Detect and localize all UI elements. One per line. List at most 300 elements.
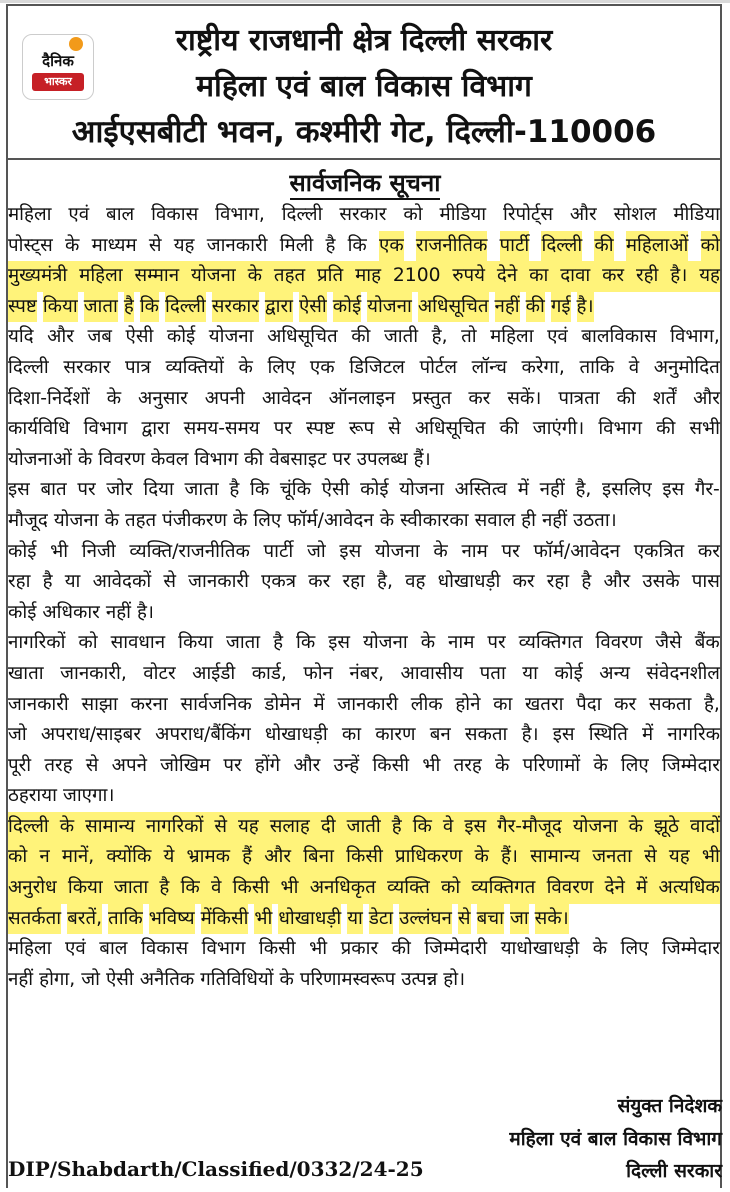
body-word: को <box>403 204 423 225</box>
body-word: है <box>581 571 592 593</box>
body-word: के <box>433 540 448 562</box>
body-word: कोई <box>166 326 196 348</box>
body-word: विवरण <box>595 632 643 654</box>
highlighted-word: के <box>248 261 262 292</box>
body-word: है <box>325 234 336 256</box>
highlighted-word: जनता <box>592 842 632 873</box>
highlighted-word: बिना <box>303 842 334 873</box>
body-word: पंजीकरण <box>162 509 227 531</box>
body-word: अनैतिक <box>139 968 195 990</box>
body-line <box>8 200 720 231</box>
highlighted-word: वादों <box>690 812 720 843</box>
highlighted-word: सामान्य <box>530 842 580 873</box>
body-word: सरकार <box>63 356 111 378</box>
body-word: उठता। <box>573 509 617 531</box>
body-word: अपराध/साइबर <box>40 724 142 746</box>
body-word: पर <box>501 540 520 562</box>
top-border <box>0 0 730 3</box>
body-word: है, <box>377 571 393 593</box>
highlighted-word: है। <box>577 292 594 323</box>
highlighted-word: न <box>39 842 49 873</box>
highlighted-word: वे <box>443 812 453 843</box>
body-word: एवं <box>68 204 90 225</box>
highlighted-word: कर <box>602 261 624 292</box>
body-word: की <box>656 418 676 440</box>
body-word: के <box>420 632 436 654</box>
highlighted-word: रुपये <box>452 261 485 292</box>
body-word: बाल <box>106 204 135 225</box>
body-word: महिला <box>8 938 52 960</box>
highlighted-word: अनुरोध <box>8 873 57 904</box>
body-word: नाम <box>448 632 475 654</box>
body-word: योजना <box>399 479 444 501</box>
body-word: विभाग <box>598 418 643 440</box>
body-line <box>8 965 720 996</box>
highlighted-word: द्वारा <box>265 292 293 323</box>
body-word: लॉन्च <box>471 356 507 378</box>
body-line <box>8 873 720 904</box>
body-word: पार्टी <box>263 540 294 562</box>
body-word: कि <box>347 234 367 256</box>
body-line <box>8 690 720 721</box>
body-word: सकता <box>464 724 508 746</box>
body-word: निजी <box>81 540 116 562</box>
body-word: दिल्ली <box>281 204 323 225</box>
highlighted-word: सामान्य <box>85 812 135 843</box>
highlighted-word: के <box>629 812 643 843</box>
body-word: हो। <box>443 968 466 990</box>
body-word: प्रस्तुत <box>412 387 452 409</box>
body-line <box>8 934 720 965</box>
body-word: धोखाधड़ी <box>264 724 328 746</box>
highlighted-word: जाता <box>114 873 148 904</box>
body-word: हैं। <box>413 448 431 470</box>
body-word: जानकारी <box>206 234 268 256</box>
body-word: उपलब्ध <box>356 448 408 470</box>
body-line <box>8 445 720 476</box>
reference-number: DIP/Shabdarth/Classified/0332/24-25 <box>8 1157 424 1181</box>
highlighted-word: गैर-मौजूद <box>497 812 562 843</box>
body-word: दिया <box>143 479 174 501</box>
body-word: संवेदनशील <box>646 662 720 684</box>
body-word: के <box>593 754 608 776</box>
highlighted-word: से <box>458 904 471 935</box>
highlighted-word: अत्यधिक <box>659 873 720 904</box>
body-word: योजनाओं <box>8 448 72 470</box>
body-word: व्यक्ति/राजनीतिक <box>129 540 250 562</box>
highlighted-word: अनधिकृत <box>310 873 376 904</box>
body-word: कर <box>614 693 637 715</box>
body-word: जानकारी <box>188 571 249 593</box>
body-word: होगा, <box>39 968 76 990</box>
highlighted-word: देने <box>497 261 517 292</box>
body-word: जाता <box>225 632 261 654</box>
body-word: धोखाधड़ी <box>437 571 501 593</box>
body-word: रहा <box>546 571 570 593</box>
body-word: कोई <box>360 479 389 501</box>
highlighted-word: हैं <box>242 842 252 873</box>
body-word: योजना <box>208 326 254 348</box>
body-word: अस्तित्व <box>454 479 508 501</box>
body-word: विकास <box>141 938 189 960</box>
body-word: पर <box>332 448 351 470</box>
highlighted-word: महिला <box>79 261 122 292</box>
highlighted-word: भी <box>702 842 720 873</box>
highlighted-word: जाता <box>84 292 118 323</box>
highlighted-word: इस <box>464 812 486 843</box>
body-word: किया <box>178 632 213 654</box>
highlighted-word: दिल्ली <box>541 231 582 262</box>
body-word: इस <box>328 632 351 654</box>
body-word: के <box>65 234 80 256</box>
highlighted-word: किया <box>43 292 78 323</box>
body-word: उत्पन्न <box>401 968 438 990</box>
header-line-3: आईएसबीटी भवन, कश्मीरी गेट, दिल्ली-110006 <box>71 114 657 150</box>
logo-line-1: दैनिक <box>42 52 74 70</box>
body-word: नाम <box>461 540 488 562</box>
highlighted-word: उल्लंघन <box>399 904 452 935</box>
body-word: कार्ड, <box>251 662 287 684</box>
body-word: बालविकास <box>581 326 657 348</box>
body-word: नागरिक <box>667 724 720 746</box>
body-word: साझा <box>81 693 118 715</box>
body-word: इस <box>339 540 362 562</box>
highlighted-word: को <box>701 231 720 262</box>
body-word: की <box>391 938 411 960</box>
highlighted-word: से <box>644 842 657 873</box>
body-word: एक <box>309 356 335 378</box>
highlighted-word: हैं। <box>501 842 518 873</box>
body-word: पता <box>479 662 506 684</box>
body-line <box>8 292 720 323</box>
body-word: जिम्मेदार <box>662 938 720 960</box>
header-line-1: राष्ट्रीय राजधानी क्षेत्र दिल्ली सरकार <box>175 23 553 58</box>
body-word: कार्यविधि <box>8 418 70 440</box>
body-word: पात्र <box>125 356 151 378</box>
body-line <box>8 322 720 353</box>
body-word: सवाल <box>474 509 516 531</box>
body-word: इस <box>552 724 575 746</box>
body-word: ऐसी <box>105 968 134 990</box>
body-word: जो <box>81 968 100 990</box>
body-word: जाएगा। <box>62 785 115 807</box>
highlighted-word: कि <box>413 812 432 843</box>
body-word: जब <box>87 326 112 348</box>
body-word: मिली <box>279 234 314 256</box>
body-word: अधिसूचित <box>414 418 486 440</box>
body-word: के <box>279 968 294 990</box>
body-word: के <box>77 448 93 470</box>
body-word: नागरिकों <box>8 632 66 654</box>
highlighted-word: के <box>474 842 488 873</box>
body-word: विभाग <box>194 448 239 470</box>
body-word: यह <box>173 234 195 256</box>
highlighted-word: यह <box>238 812 259 843</box>
body-word: पोर्टल <box>419 356 457 378</box>
notice-body <box>8 200 720 995</box>
highlighted-word: माह <box>355 261 381 292</box>
body-word: के <box>104 509 119 531</box>
highlighted-word: योजना <box>573 812 618 843</box>
highlighted-word: है <box>124 292 134 323</box>
highlighted-word: महिलाओं <box>626 231 689 262</box>
highlighted-word: है। <box>670 261 687 292</box>
body-word: से <box>388 418 401 440</box>
highlighted-word: योजना <box>191 261 236 292</box>
highlighted-word: ऐसी <box>299 292 327 323</box>
highlighted-word: किसी <box>233 873 270 904</box>
body-line <box>8 231 720 262</box>
body-word: पर <box>223 754 242 776</box>
body-word: विभाग, <box>670 326 720 348</box>
body-word: दिशा-निर्देशों <box>8 387 90 409</box>
body-word: ताकि <box>579 356 615 378</box>
body-word: विभाग <box>83 418 128 440</box>
highlighted-word: नागरिकों <box>146 812 203 843</box>
highlighted-word: प्रति <box>317 261 343 292</box>
highlighted-word: की <box>526 292 545 323</box>
highlighted-word: कि <box>140 292 159 323</box>
highlighted-word: दिल्ली <box>8 812 49 843</box>
body-word: खतरा <box>525 693 564 715</box>
body-line <box>8 842 720 873</box>
body-word: तरह <box>44 754 73 776</box>
body-word: से <box>163 571 176 593</box>
body-word: सकता <box>648 693 692 715</box>
body-word: योजना <box>53 509 99 531</box>
highlighted-word: दी <box>321 812 336 843</box>
body-word: वोटर <box>143 662 176 684</box>
body-word: समय-समय <box>183 418 260 440</box>
highlighted-word: वे <box>211 873 221 904</box>
highlighted-word: को <box>8 842 27 873</box>
body-word: पोस्ट्स <box>8 234 53 256</box>
body-word: रिपोर्ट्स <box>502 204 553 225</box>
body-word: अपने <box>111 754 147 776</box>
body-word: पास <box>691 571 720 593</box>
highlighted-word: विवरण <box>547 873 594 904</box>
highlighted-word: स्पष्ट <box>8 292 37 323</box>
body-word: जोर <box>106 479 133 501</box>
highlighted-word: कि <box>181 873 200 904</box>
body-word: ऐसी <box>125 326 154 348</box>
body-word: अधिसूचित <box>267 326 338 348</box>
body-word: है। <box>136 601 154 623</box>
body-line <box>8 812 720 843</box>
body-word: विभाग, <box>215 204 265 225</box>
body-word: फोन <box>303 662 333 684</box>
body-word: जाएंगी। <box>532 418 585 440</box>
body-word: का <box>341 724 362 746</box>
body-word: अपराध/बैंकिंग <box>155 724 251 746</box>
highlighted-word: बचा <box>477 904 504 935</box>
highlighted-word: सम्मान <box>135 261 180 292</box>
highlighted-word: किसी <box>346 842 383 873</box>
highlighted-word: डेटा <box>369 904 393 935</box>
body-word: है, <box>431 326 448 348</box>
body-word: अन्य <box>599 662 630 684</box>
body-word: जानकारी, <box>60 662 127 684</box>
highlighted-word: भी <box>281 873 299 904</box>
body-word: नंबर, <box>349 662 385 684</box>
highlighted-word: रही <box>636 261 658 292</box>
body-line <box>8 353 720 384</box>
highlighted-word: दिल्ली <box>165 292 206 323</box>
highlighted-word: दावा <box>560 261 590 292</box>
body-word: द्वारा <box>141 418 170 440</box>
body-word: या <box>522 662 538 684</box>
body-line <box>8 537 720 568</box>
body-line <box>8 414 720 445</box>
highlighted-word: पार्टी <box>500 231 530 262</box>
body-word: विकास <box>151 204 199 225</box>
highlighted-word: भी <box>254 904 272 935</box>
highlighted-word: गई <box>551 292 571 323</box>
body-word: और <box>569 204 597 225</box>
body-word: स्पष्ट <box>306 418 335 440</box>
body-word: की <box>244 448 264 470</box>
body-word: व्यक्तियों <box>165 356 224 378</box>
body-word: दिल्ली <box>8 356 49 378</box>
body-word: मौजूद <box>8 509 48 531</box>
body-word: है, <box>575 479 592 501</box>
body-word: और <box>603 571 631 593</box>
body-word: डिजिटल <box>349 356 405 378</box>
highlighted-word: देने <box>605 873 625 904</box>
body-word: बाल <box>99 938 128 960</box>
body-word: सरकार <box>339 204 387 225</box>
body-word: है, <box>704 693 720 715</box>
body-word: नहीं <box>541 509 568 531</box>
body-word: योजना <box>374 540 420 562</box>
highlighted-word: यह <box>699 261 720 292</box>
body-word: कर <box>468 387 491 409</box>
body-word: जिम्मेदार <box>662 754 720 776</box>
body-word: खाता <box>8 662 44 684</box>
body-word: की <box>499 418 519 440</box>
body-word: एकत्र <box>261 571 297 593</box>
body-word: सावधान <box>110 632 166 654</box>
body-word: वह <box>405 571 426 593</box>
highlighted-word: है <box>392 812 402 843</box>
highlighted-word: व्यक्ति <box>387 873 430 904</box>
body-word: इसलिए <box>602 479 652 501</box>
body-word: गतिविधियों <box>200 968 274 990</box>
highlighted-word: तहत <box>274 261 305 292</box>
body-word: इस <box>8 479 30 501</box>
highlighted-word: की <box>594 231 613 262</box>
body-word: में <box>313 693 325 715</box>
body-word: शर्तें <box>652 387 677 409</box>
highlighted-word: यह <box>669 842 690 873</box>
notice-title: सार्वजनिक सूचना <box>0 166 730 199</box>
highlighted-word: मुख्यमंत्री <box>8 261 67 292</box>
body-word: गैर- <box>694 479 720 501</box>
body-word: स्थिति <box>588 724 628 746</box>
highlighted-word: बरतें, <box>67 904 102 935</box>
body-word: लिए <box>620 938 649 960</box>
body-word: जानकारी <box>8 693 69 715</box>
body-word: है <box>273 632 284 654</box>
highlighted-word: या <box>347 904 363 935</box>
body-word: अपनी <box>204 387 245 409</box>
body-word: किसी <box>372 754 410 776</box>
highlighted-word: और <box>264 842 291 873</box>
body-word: होंगे <box>254 754 281 776</box>
body-word: जिम्मेदारी <box>424 938 488 960</box>
body-word: कर <box>308 571 331 593</box>
body-word: आवेदकों <box>92 571 152 593</box>
body-word: आवासीय <box>400 662 464 684</box>
highlighted-word: प्राधिकरण <box>395 842 462 873</box>
body-word: पात्रता <box>558 387 600 409</box>
body-word: अनुमोदित <box>653 356 720 378</box>
highlighted-word: धोखाधड़ी <box>278 904 341 935</box>
body-word: आईडी <box>192 662 236 684</box>
body-word: वे <box>628 356 640 378</box>
highlighted-word: राजनीतिक <box>416 231 487 262</box>
body-word: करेगा, <box>521 356 565 378</box>
body-word: विवरण <box>98 448 145 470</box>
body-word: जैसे <box>655 632 682 654</box>
body-word: फॉर्म/आवेदन <box>287 509 374 531</box>
body-line <box>8 751 720 782</box>
body-word: तहत <box>124 509 157 531</box>
highlighted-word: योजना <box>367 292 412 323</box>
body-word: चूंकि <box>279 479 311 501</box>
highlighted-word: से <box>214 812 227 843</box>
body-word: से <box>148 234 162 256</box>
body-word: भी <box>50 540 69 562</box>
highlighted-word: जा <box>510 904 529 935</box>
body-word: योजना <box>362 632 408 654</box>
highlighted-word: जाती <box>347 812 381 843</box>
body-word: माध्यम <box>91 234 137 256</box>
body-word: में <box>642 724 654 746</box>
body-word: महिला <box>490 326 534 348</box>
body-word: होने <box>455 693 481 715</box>
body-word: के <box>379 509 395 531</box>
body-word: के <box>233 509 248 531</box>
body-word: जानकारी <box>337 693 399 715</box>
body-line <box>8 261 720 292</box>
highlighted-word: का <box>529 261 548 292</box>
body-line <box>8 720 720 751</box>
highlighted-word: मेंकिसी <box>201 904 249 935</box>
body-word: कर <box>697 540 720 562</box>
highlighted-word: व्यक्तिगत <box>471 873 535 904</box>
body-word: भी <box>422 754 441 776</box>
signature-department: महिला एवं बाल विकास विभाग <box>509 1128 722 1150</box>
notice-header <box>8 6 720 160</box>
highlighted-word: कोई <box>333 292 361 323</box>
body-word: और <box>293 754 321 776</box>
body-word: है <box>42 571 53 593</box>
body-word: के <box>106 387 122 409</box>
body-word: पर <box>273 418 292 440</box>
body-word: परिणामों <box>522 754 581 776</box>
body-word: है <box>229 479 240 501</box>
body-word: भी <box>309 938 328 960</box>
body-word: कि <box>296 632 316 654</box>
body-word: के <box>592 938 608 960</box>
highlighted-word: मानें, <box>62 842 94 873</box>
highlighted-word: में <box>636 873 647 904</box>
body-word: लिए <box>620 754 649 776</box>
highlighted-word: भविष्य <box>149 904 195 935</box>
body-word: नहीं <box>539 479 565 501</box>
body-word: याधोखाधड़ी <box>500 938 580 960</box>
